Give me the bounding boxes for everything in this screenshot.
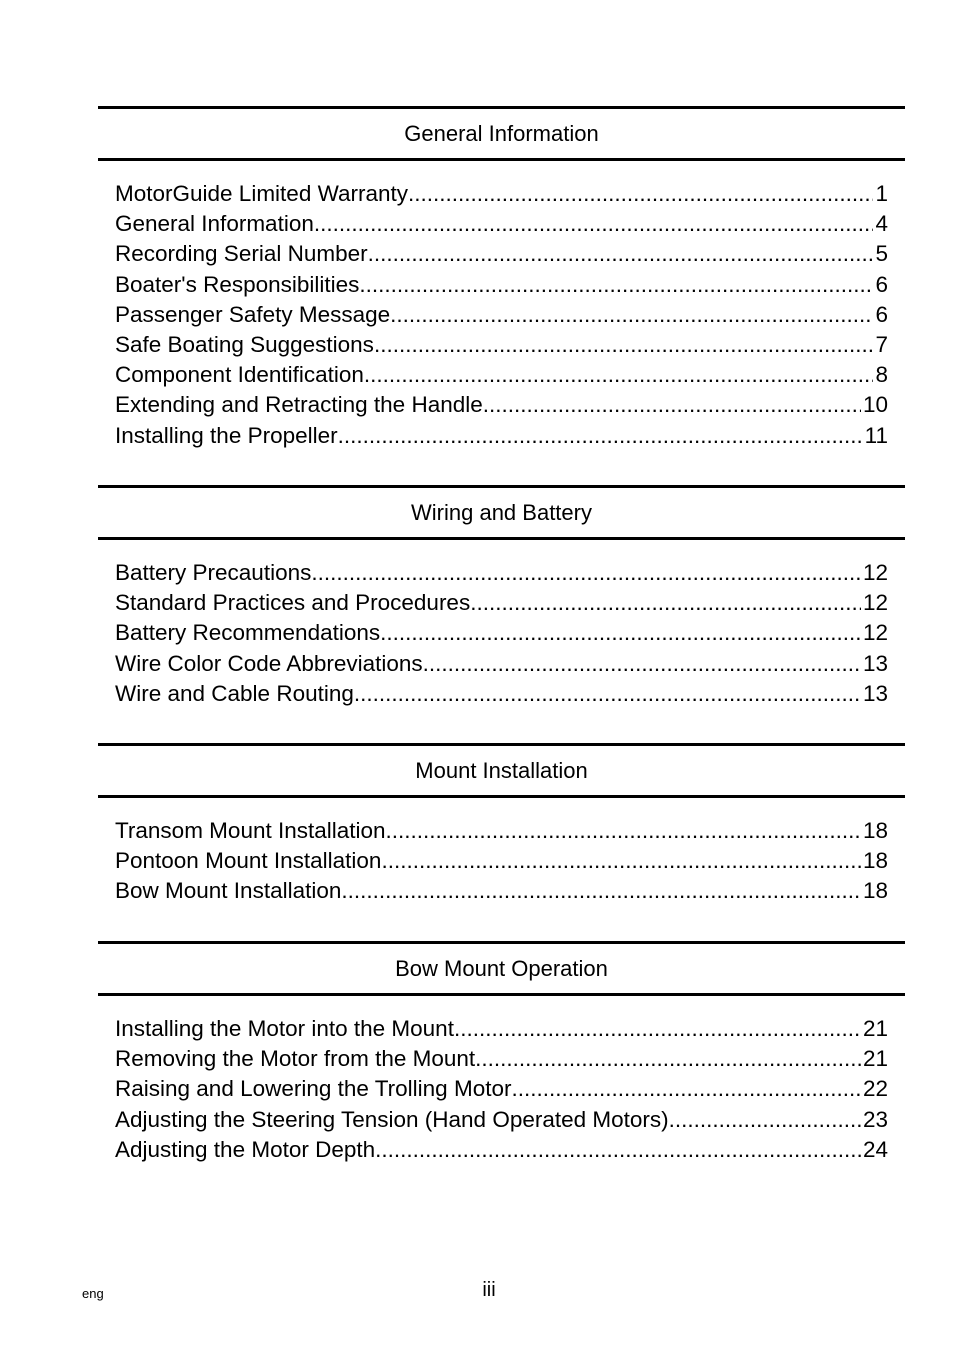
- entry-title: Pontoon Mount Installation: [115, 848, 382, 874]
- dot-leader: [354, 679, 861, 709]
- entry-title: Component Identification: [115, 362, 364, 388]
- dot-leader: [381, 846, 861, 876]
- entry-title: Battery Precautions: [115, 560, 312, 585]
- entry-page: 23: [862, 1106, 888, 1132]
- entry-page: 13: [862, 680, 888, 706]
- toc-section-general-information: [98, 106, 905, 451]
- page-number: iii: [482, 1279, 496, 1301]
- toc-entry[interactable]: [115, 1074, 888, 1104]
- dot-leader: [511, 1074, 861, 1104]
- toc-entry[interactable]: [115, 421, 888, 451]
- entry-title: Adjusting the Motor Depth: [115, 1136, 376, 1162]
- entry-title: Raising and Lowering the Trolling Motor: [115, 1076, 512, 1102]
- toc-entry[interactable]: [115, 679, 888, 709]
- entry-page: 21: [862, 1016, 888, 1041]
- dot-leader: [423, 649, 861, 679]
- entry-title: Transom Mount Installation: [115, 818, 386, 843]
- entry-title: Recording Serial Number: [115, 241, 368, 267]
- entry-title: Battery Recommendations: [115, 620, 381, 646]
- dot-leader: [475, 1044, 861, 1074]
- toc-list: [98, 816, 905, 907]
- toc-entry[interactable]: [115, 330, 888, 360]
- section-heading: Bow Mount Operation: [98, 941, 905, 996]
- entry-page: 18: [862, 818, 888, 843]
- entry-title: Adjusting the Steering Tension (Hand Operated Motors): [115, 1106, 669, 1132]
- entry-page: 18: [862, 878, 888, 904]
- dot-leader: [314, 209, 874, 239]
- entry-page: 7: [875, 331, 888, 357]
- toc-entry[interactable]: [115, 1014, 888, 1044]
- entry-page: 24: [862, 1136, 888, 1162]
- toc-entry[interactable]: [115, 1105, 888, 1135]
- toc-entry[interactable]: [115, 618, 888, 648]
- entry-page: 21: [862, 1046, 888, 1072]
- entry-title: Bow Mount Installation: [115, 878, 342, 904]
- toc-list: [98, 179, 905, 451]
- dot-leader: [669, 1105, 861, 1135]
- entry-page: 11: [864, 422, 888, 448]
- entry-title: Passenger Safety Message: [115, 301, 391, 327]
- entry-page: 6: [875, 271, 888, 297]
- toc-entry[interactable]: [115, 588, 888, 618]
- toc-entry[interactable]: [115, 270, 888, 300]
- dot-leader: [454, 1014, 861, 1044]
- toc-list: [98, 558, 905, 709]
- toc-entry[interactable]: [115, 179, 888, 209]
- entry-page: 12: [862, 590, 888, 616]
- dot-leader: [359, 270, 873, 300]
- dot-leader: [483, 390, 861, 420]
- entry-page: 1: [875, 181, 888, 206]
- entry-title: Extending and Retracting the Handle: [115, 392, 483, 418]
- dot-leader: [386, 816, 861, 846]
- toc-entry[interactable]: [115, 876, 888, 906]
- entry-title: Wire Color Code Abbreviations: [115, 650, 423, 676]
- toc-entry[interactable]: [115, 360, 888, 390]
- dot-leader: [390, 300, 873, 330]
- entry-page: 8: [875, 362, 888, 388]
- section-heading: General Information: [98, 106, 905, 161]
- dot-leader: [374, 330, 874, 360]
- entry-page: 12: [862, 620, 888, 646]
- entry-title: MotorGuide Limited Warranty: [115, 181, 409, 206]
- dot-leader: [380, 618, 861, 648]
- dot-leader: [408, 179, 873, 209]
- entry-page: 10: [862, 392, 888, 418]
- toc-entry[interactable]: [115, 239, 888, 269]
- toc-section-wiring-and-battery: [98, 485, 905, 709]
- dot-leader: [470, 588, 861, 618]
- entry-title: Standard Practices and Procedures: [115, 590, 471, 616]
- dot-leader: [368, 239, 874, 269]
- dot-leader: [364, 360, 874, 390]
- entry-title: Wire and Cable Routing: [115, 680, 354, 706]
- toc-section-mount-installation: [98, 743, 905, 907]
- entry-title: Installing the Motor into the Mount: [115, 1016, 454, 1041]
- toc-list: [98, 1014, 905, 1165]
- section-heading: Mount Installation: [98, 743, 905, 798]
- toc-entry[interactable]: [115, 558, 888, 588]
- toc-entry[interactable]: [115, 209, 888, 239]
- entry-page: 18: [862, 848, 888, 874]
- dot-leader: [338, 421, 863, 451]
- toc-entry[interactable]: [115, 300, 888, 330]
- dot-leader: [375, 1135, 861, 1165]
- section-heading: Wiring and Battery: [98, 485, 905, 540]
- toc-entry[interactable]: [115, 846, 888, 876]
- toc-entry[interactable]: [115, 649, 888, 679]
- toc-entry[interactable]: [115, 1135, 888, 1165]
- entry-title: Installing the Propeller: [115, 422, 338, 448]
- entry-title: General Information: [115, 211, 314, 237]
- toc-entry[interactable]: [115, 816, 888, 846]
- toc-entry[interactable]: [115, 1044, 888, 1074]
- entry-page: 12: [862, 560, 888, 585]
- dot-leader: [311, 558, 861, 588]
- entry-page: 5: [875, 241, 888, 267]
- entry-page: 6: [875, 301, 888, 327]
- toc-section-bow-mount-operation: [98, 941, 905, 1165]
- entry-title: Removing the Motor from the Mount: [115, 1046, 476, 1072]
- entry-title: Boater's Responsibilities: [115, 271, 360, 297]
- entry-title: Safe Boating Suggestions: [115, 331, 374, 357]
- entry-page: 13: [862, 650, 888, 676]
- footer-language: eng: [82, 1286, 104, 1301]
- entry-page: 22: [862, 1076, 888, 1102]
- entry-page: 4: [875, 211, 888, 237]
- toc-entry[interactable]: [115, 390, 888, 420]
- dot-leader: [341, 876, 861, 906]
